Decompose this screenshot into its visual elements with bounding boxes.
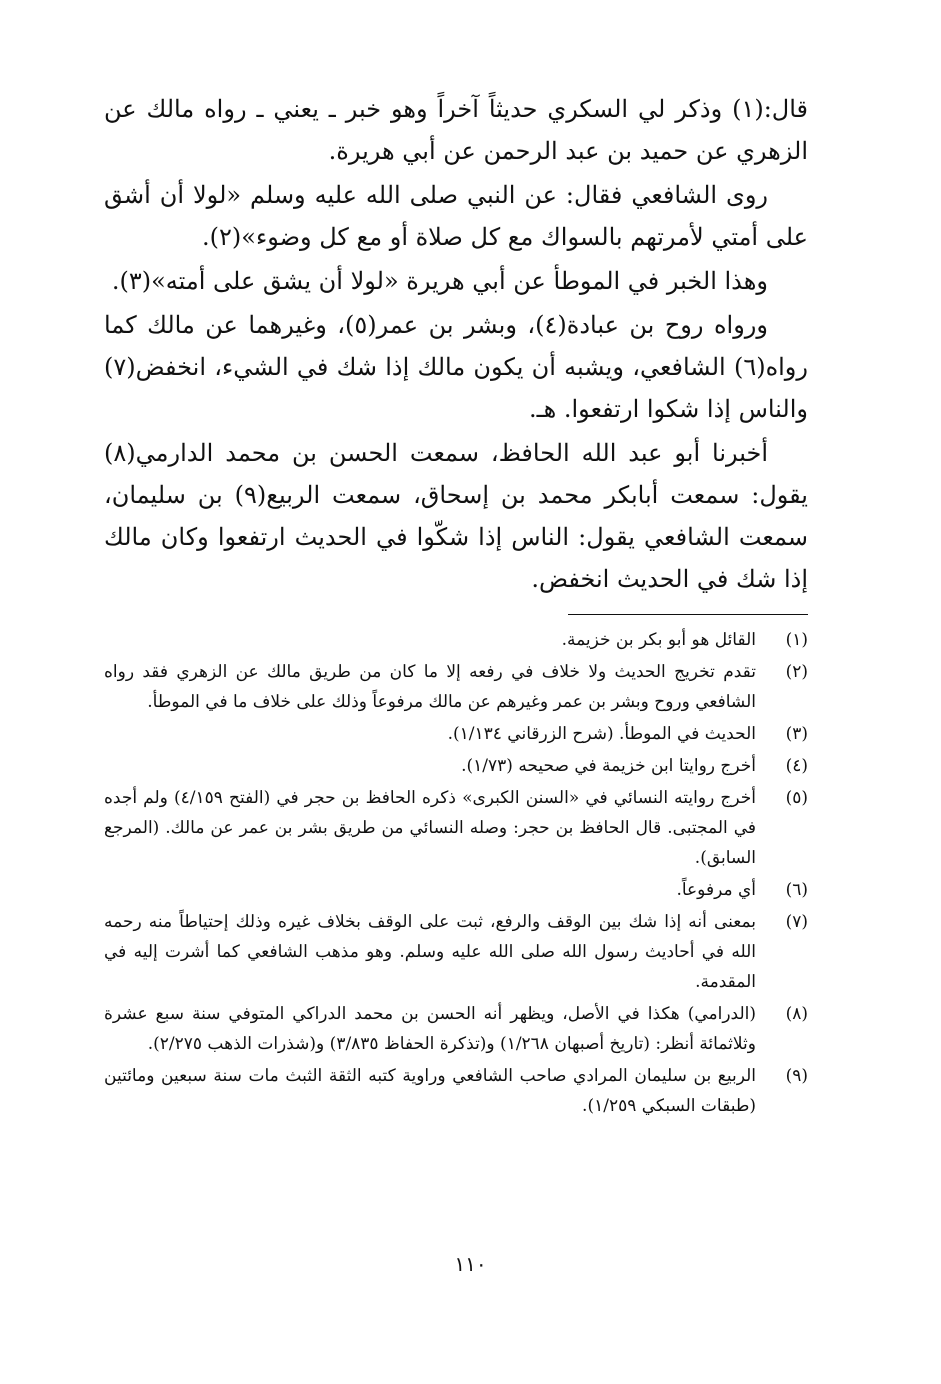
footnote-number: (٤): [785, 756, 808, 776]
footnote-text: القائل هو أبو بكر بن خزيمة.: [561, 630, 756, 650]
footnote-1: [104, 625, 808, 655]
footnote-9: [104, 1061, 808, 1121]
footnote-number: (١): [785, 630, 808, 650]
footnote-text: أي مرفوعاً.: [676, 880, 756, 900]
footnote-text: الحديث في الموطأ. (شرح الزرقاني ١/١٣٤).: [447, 724, 756, 744]
footnote-text: بمعنى أنه إذا شك بين الوقف والرفع، ثبت على الوقف بخلاف غيره وذلك إحتياطاً منه رحمه الله في أحاديث رسول الله صلى الله عليه وسلم. وهو مذهب الشافعي كما أشرت إليه في المقدمة.: [104, 912, 756, 992]
paragraph-2: روى الشافعي فقال: عن النبي صلى الله عليه وسلم «لولا أن أشق على أمتي لأمرتهم بالسواك مع كل صلاة أو مع كل وضوء»(٢).: [104, 181, 808, 251]
page-number: ١١٠: [454, 1252, 487, 1276]
footnote-8: [104, 999, 808, 1059]
footnote-text: تقدم تخريج الحديث ولا خلاف في رفعه إلا ما كان من طريق مالك عن الزهري فقد رواه الشافعي وروح وبشر بن عمر وغيرهم عن مالك مرفوعاً وذلك على خلاف ما في الموطأ.: [104, 662, 756, 712]
footnote-number: (٨): [785, 1004, 808, 1024]
footnote-7: [104, 907, 808, 997]
footnote-number: (٧): [785, 912, 808, 932]
paragraph-5: أخبرنا أبو عبد الله الحافظ، سمعت الحسن بن محمد الدارمي(٨) يقول: سمعت أبابكر محمد بن إسحاق، سمعت الربيع(٩) بن سليمان، سمعت الشافعي يقول: الناس إذا شكّوا في الحديث ارتفعوا وكان مالك إذا شك في الحديث انخفض.: [104, 439, 808, 593]
footnote-text: (الدرامي) هكذا في الأصل، ويظهر أنه الحسن بن محمد الدراكي المتوفي سنة سبع عشرة وثلاثمائة أنظر: (تاريخ أصبهان ١/٢٦٨) و(تذكرة الحفاظ ٣/٨٣٥) و(شذرات الذهب ٢/٢٧٥).: [104, 1004, 756, 1054]
paragraph-4: ورواه روح بن عبادة(٤)، وبشر بن عمر(٥)، وغيرهما عن مالك كما رواه(٦) الشافعي، ويشبه أن يكون مالك إذا شك في الشيء، انخفض(٧) والناس إذا شكوا ارتفعوا. هـ.: [104, 311, 808, 423]
paragraph-3: وهذا الخبر في الموطأ عن أبي هريرة «لولا أن يشق على أمته»(٣).: [111, 267, 768, 295]
footnote-4: [104, 751, 808, 781]
footnote-divider: [568, 614, 808, 615]
footnote-6: [104, 875, 808, 905]
footnote-text: أخرج روايتا ابن خزيمة في صحيحه (١/٧٣).: [461, 756, 756, 776]
paragraph-1: قال:(١) وذكر لي السكري حديثاً آخراً وهو خبر ـ يعني ـ رواه مالك عن الزهري عن حميد بن عبد الرحمن عن أبي هريرة.: [104, 95, 808, 165]
footnote-5: [104, 783, 808, 873]
footnote-number: (٣): [785, 724, 808, 744]
footnote-number: (٢): [785, 662, 808, 682]
footnote-3: [104, 719, 808, 749]
footnote-text: الربيع بن سليمان المرادي صاحب الشافعي وراوية كتبه الثقة الثبث مات سنة سبعين ومائتين (طبقات السبكي ١/٢٥٩).: [104, 1066, 756, 1116]
footnote-number: (٥): [785, 788, 808, 808]
footnote-number: (٦): [785, 880, 808, 900]
page-body: [104, 88, 808, 1123]
footnotes: [104, 625, 808, 1121]
main-text: [104, 88, 808, 600]
footnote-number: (٩): [785, 1066, 808, 1086]
footnote-text: أخرج روايته النسائي في «السنن الكبرى» ذكره الحافظ بن حجر في (الفتح ٤/١٥٩) ولم أجده في المجتبى. قال الحافظ بن حجر: وصله النسائي من طريق بشر بن عمر عن مالك. (المرجع السابق).: [104, 788, 756, 868]
footnote-2: [104, 657, 808, 717]
